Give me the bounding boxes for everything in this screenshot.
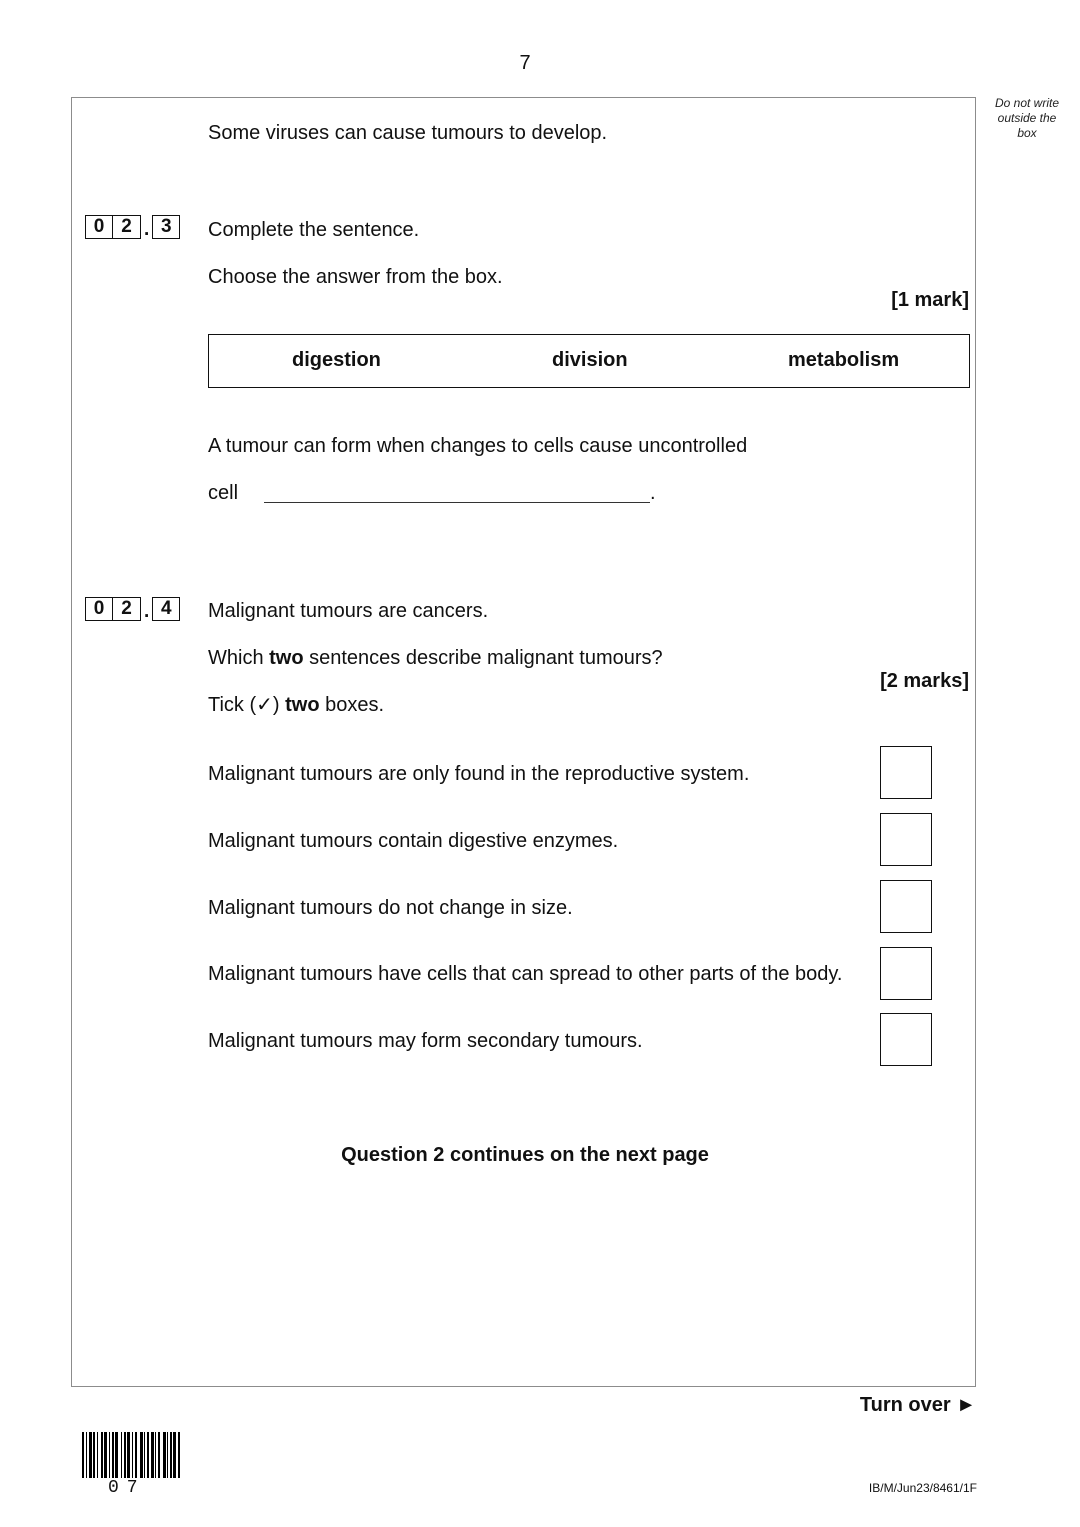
margin-note-line: box — [1017, 126, 1037, 140]
statement-5: Malignant tumours may form secondary tumours. — [208, 1030, 643, 1052]
statement-1: Malignant tumours are only found in the reproductive system. — [208, 763, 750, 785]
option-division: division — [552, 349, 628, 371]
tick-box-2[interactable] — [880, 813, 932, 866]
statement-3: Malignant tumours do not change in size. — [208, 897, 573, 919]
tick-instruction-part: Tick ( — [208, 694, 257, 716]
paper-reference: IB/M/Jun23/8461/1F — [868, 1481, 977, 1495]
marks-label: [2 marks] — [880, 670, 969, 692]
question-text-part: Which — [208, 647, 270, 669]
marks-label: [1 mark] — [891, 289, 969, 311]
page-number: 7 — [519, 52, 531, 74]
margin-note — [985, 96, 1069, 141]
question-prompt: Complete the sentence. — [208, 219, 420, 241]
question-number-02-4 — [85, 597, 180, 621]
tick-instruction-part: ) — [272, 694, 286, 716]
option-digestion: digestion — [292, 349, 381, 371]
statement-4: Malignant tumours have cells that can spread to other parts of the body. — [208, 963, 843, 985]
question-text-emphasis: two — [269, 647, 304, 669]
question-dot: . — [144, 219, 150, 240]
answer-options-box — [208, 334, 970, 388]
option-metabolism: metabolism — [788, 349, 900, 371]
margin-note-line: Do not write — [994, 96, 1060, 110]
question-digit: 3 — [152, 215, 180, 239]
question-text-part: sentences describe malignant tumours? — [303, 647, 663, 669]
tick-instruction — [208, 693, 384, 717]
sentence-prefix: cell — [208, 482, 239, 504]
question-text — [208, 646, 663, 670]
question-digit: 2 — [113, 597, 141, 621]
intro-text: Some viruses can cause tumours to develop. — [208, 122, 608, 144]
question-digit: 0 — [85, 597, 113, 621]
question-number-02-3 — [85, 215, 180, 239]
tick-instruction-part: boxes. — [319, 694, 385, 716]
answer-blank-line[interactable] — [264, 502, 650, 503]
barcode-digits: 07 — [108, 1478, 146, 1498]
question-instruction: Choose the answer from the box. — [208, 266, 503, 288]
tick-box-4[interactable] — [880, 947, 932, 1000]
tick-box-5[interactable] — [880, 1013, 932, 1066]
margin-note-line: outside the — [997, 111, 1057, 125]
right-arrow-icon: ► — [956, 1394, 976, 1416]
turn-over-text: Turn over — [859, 1394, 951, 1416]
tick-box-3[interactable] — [880, 880, 932, 933]
continues-note: Question 2 continues on the next page — [341, 1144, 709, 1166]
question-prompt: Malignant tumours are cancers. — [208, 600, 489, 622]
tick-box-1[interactable] — [880, 746, 932, 799]
barcode — [82, 1432, 180, 1478]
sentence-line-1: A tumour can form when changes to cells cause uncontrolled — [208, 435, 748, 457]
question-digit: 2 — [113, 215, 141, 239]
statement-2: Malignant tumours contain digestive enzymes. — [208, 830, 619, 852]
checkmark-icon: ✓ — [256, 694, 273, 716]
question-dot: . — [144, 601, 150, 622]
sentence-suffix: . — [650, 482, 656, 504]
tick-instruction-emphasis: two — [285, 694, 320, 716]
answer-frame — [71, 97, 976, 1387]
question-digit: 4 — [152, 597, 180, 621]
question-digit: 0 — [85, 215, 113, 239]
turn-over-label — [860, 1394, 976, 1417]
